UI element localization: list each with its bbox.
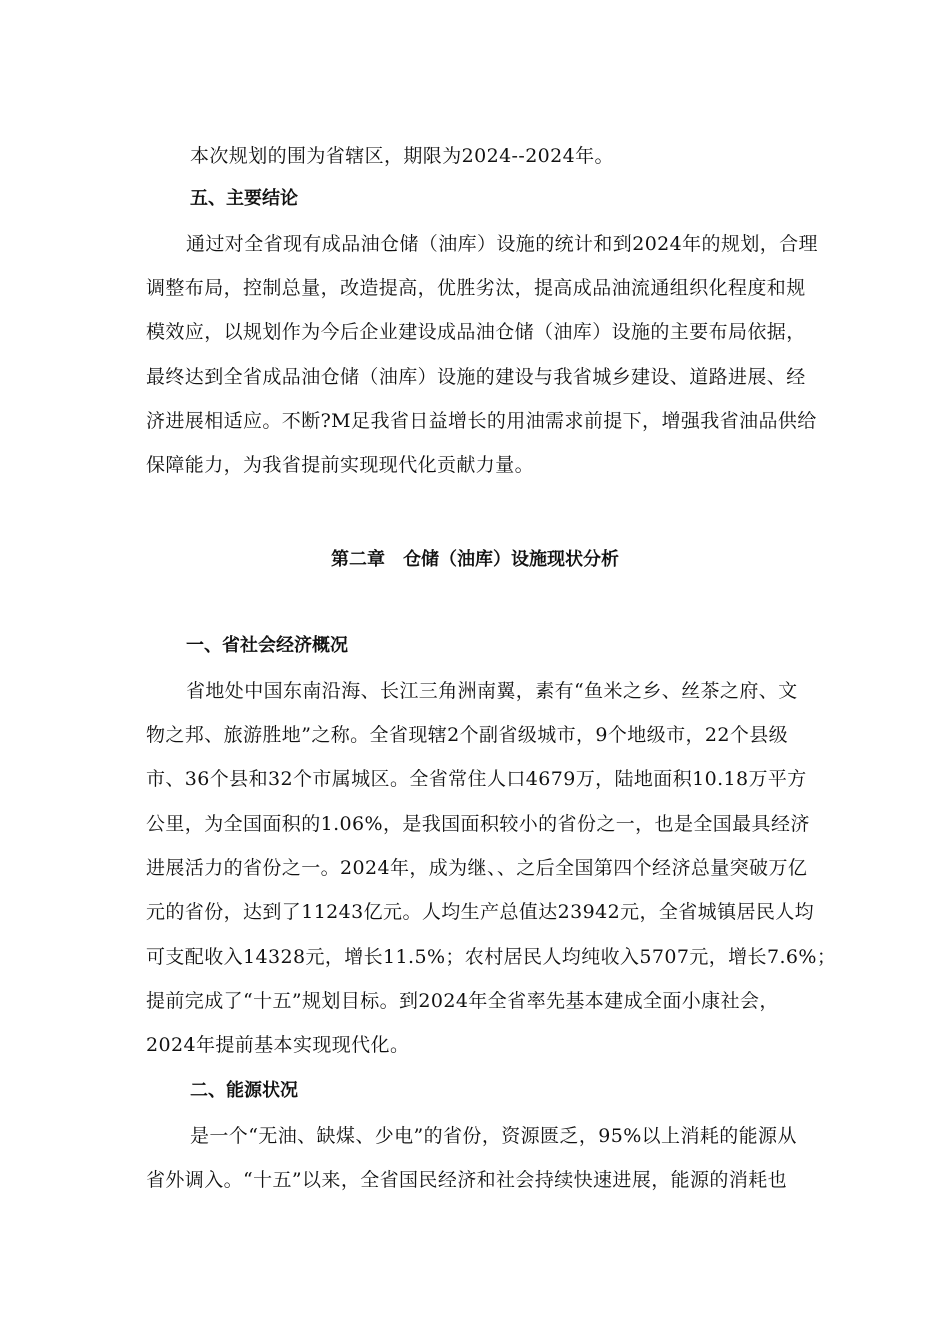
section-heading-conclusions: 五、主要结论: [190, 188, 298, 209]
paragraph-line: 最终达到全省成品油仓储（油库）设施的建设与我省城乡建设、道路进展、经: [146, 366, 806, 388]
paragraph-line: 省地处中国东南沿海、长江三角洲南翼，素有“鱼米之乡、丝茶之府、文: [186, 680, 798, 702]
paragraph-line: 模效应，以规划作为今后企业建设成品油仓储（油库）设施的主要布局依据，: [146, 321, 806, 343]
scope-paragraph: 本次规划的围为省辖区，期限为2024--2024年。: [190, 145, 614, 167]
section-heading-energy: 二、能源状况: [190, 1080, 298, 1101]
paragraph-line: 2024年提前基本实现现代化。: [146, 1034, 410, 1056]
paragraph-line: 省外调入。“十五”以来，全省国民经济和社会持续快速进展，能源的消耗也: [146, 1169, 788, 1191]
paragraph-line: 提前完成了“十五”规划目标。到2024年全省率先基本建成全面小康社会，: [146, 990, 779, 1012]
paragraph-line: 元的省份，达到了11243亿元。人均生产总值达23942元，全省城镇居民人均: [146, 901, 815, 923]
paragraph-line: 保障能力，为我省提前实现现代化贡献力量。: [146, 454, 535, 476]
paragraph-line: 调整布局，控制总量，改造提高，优胜劣汰，提高成品油流通组织化程度和规: [146, 277, 806, 299]
paragraph-line: 市、36个县和32个市属城区。全省常住人口4679万，陆地面积10.18万平方: [146, 768, 807, 790]
paragraph-line: 物之邦、旅游胜地”之称。全省现辖2个副省级城市，9个地级市，22个县级: [146, 724, 789, 746]
paragraph-line: 进展活力的省份之一。2024年，成为继、、之后全国第四个经济总量突破万亿: [146, 857, 808, 879]
paragraph-line: 可支配收入14328元，增长11.5%；农村居民人均纯收入5707元，增长7.6%；: [146, 946, 837, 968]
paragraph-line: 济进展相适应。不断?M足我省日益增长的用油需求前提下，增强我省油品供给: [146, 410, 817, 432]
paragraph-line: 公里，为全国面积的1.06%，是我国面积较小的省份之一，也是全国最具经济: [146, 813, 810, 835]
paragraph-line: 是一个“无油、缺煤、少电”的省份，资源匮乏，95%以上消耗的能源从: [190, 1125, 797, 1147]
section-heading-economy: 一、省社会经济概况: [186, 635, 348, 656]
chapter-title: 第二章 仓储（油库）设施现状分析: [331, 549, 619, 570]
paragraph-line: 通过对全省现有成品油仓储（油库）设施的统计和到2024年的规划，合理: [186, 233, 818, 255]
